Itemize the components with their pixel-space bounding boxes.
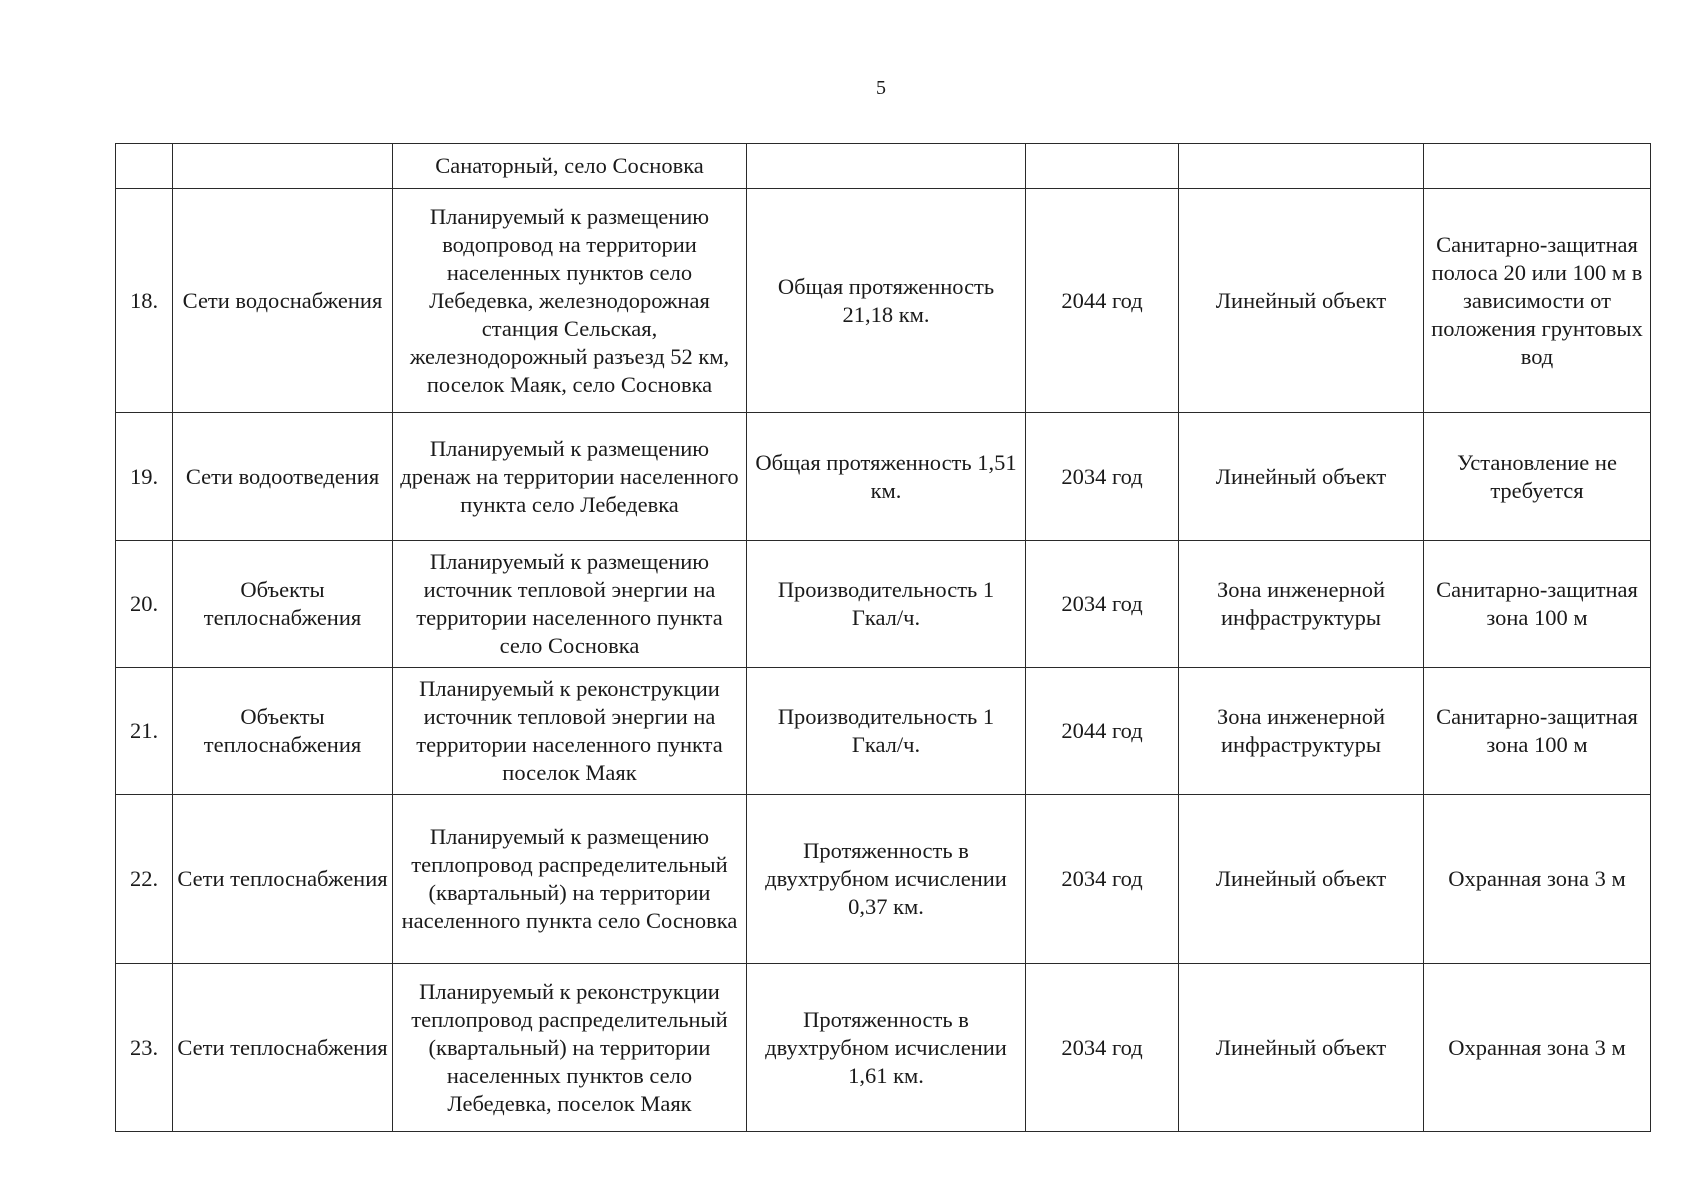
table-row: [116, 964, 1651, 1132]
cell-description: Планируемый к размещению теплопровод распределительный (квартальный) на территории населенного пункта село Сосновка: [393, 795, 747, 964]
cell-characteristics: [747, 144, 1026, 189]
cell-description: Санаторный, село Сосновка: [393, 144, 747, 189]
cell-number: 21.: [116, 668, 173, 795]
cell-period: 2034 год: [1026, 795, 1179, 964]
cell-restrictions: Установление не требуется: [1424, 413, 1651, 541]
cell-period: [1026, 144, 1179, 189]
cell-period: 2034 год: [1026, 964, 1179, 1132]
cell-number: [116, 144, 173, 189]
cell-period: 2044 год: [1026, 668, 1179, 795]
table-row: [116, 189, 1651, 413]
cell-number: 19.: [116, 413, 173, 541]
cell-restrictions: [1424, 144, 1651, 189]
cell-restrictions: Санитарно-защитная зона 100 м: [1424, 668, 1651, 795]
cell-zone: Линейный объект: [1179, 964, 1424, 1132]
cell-characteristics: Общая протяженность 1,51 км.: [747, 413, 1026, 541]
cell-period: 2044 год: [1026, 189, 1179, 413]
cell-object-type: Сети теплоснабжения: [173, 795, 393, 964]
cell-description: Планируемый к размещению дренаж на территории населенного пункта село Лебедевка: [393, 413, 747, 541]
cell-object-type: Сети водоотведения: [173, 413, 393, 541]
cell-description: Планируемый к реконструкции теплопровод распределительный (квартальный) на территории населенных пунктов село Лебедевка, поселок Маяк: [393, 964, 747, 1132]
table-row-continuation: [116, 144, 1651, 189]
cell-number: 20.: [116, 541, 173, 668]
cell-number: 18.: [116, 189, 173, 413]
table-row: [116, 795, 1651, 964]
cell-restrictions: Охранная зона 3 м: [1424, 964, 1651, 1132]
cell-object-type: Объекты теплоснабжения: [173, 668, 393, 795]
cell-restrictions: Санитарно-защитная зона 100 м: [1424, 541, 1651, 668]
cell-zone: Линейный объект: [1179, 413, 1424, 541]
table-row: [116, 668, 1651, 795]
cell-period: 2034 год: [1026, 541, 1179, 668]
planned-objects-table: [115, 143, 1651, 1132]
cell-zone: Линейный объект: [1179, 795, 1424, 964]
cell-object-type: Сети водоснабжения: [173, 189, 393, 413]
cell-zone: Линейный объект: [1179, 189, 1424, 413]
cell-zone: Зона инженерной инфраструктуры: [1179, 668, 1424, 795]
cell-object-type: [173, 144, 393, 189]
cell-characteristics: Протяженность в двухтрубном исчислении 1,61 км.: [747, 964, 1026, 1132]
cell-number: 23.: [116, 964, 173, 1132]
cell-characteristics: Протяженность в двухтрубном исчислении 0,37 км.: [747, 795, 1026, 964]
cell-object-type: Сети теплоснабжения: [173, 964, 393, 1132]
cell-period: 2034 год: [1026, 413, 1179, 541]
table-row: [116, 413, 1651, 541]
cell-zone: [1179, 144, 1424, 189]
cell-description: Планируемый к размещению водопровод на территории населенных пунктов село Лебедевка, железнодорожная станция Сельская, железнодорожный разъезд 52 км, поселок Маяк, село Сосновка: [393, 189, 747, 413]
cell-object-type: Объекты теплоснабжения: [173, 541, 393, 668]
cell-characteristics: Производительность 1 Гкал/ч.: [747, 668, 1026, 795]
cell-number: 22.: [116, 795, 173, 964]
cell-restrictions: Охранная зона 3 м: [1424, 795, 1651, 964]
cell-zone: Зона инженерной инфраструктуры: [1179, 541, 1424, 668]
cell-characteristics: Общая протяженность 21,18 км.: [747, 189, 1026, 413]
cell-restrictions: Санитарно-защитная полоса 20 или 100 м в зависимости от положения грунтовых вод: [1424, 189, 1651, 413]
page-number: 5: [876, 77, 886, 99]
cell-description: Планируемый к размещению источник тепловой энергии на территории населенного пункта село Сосновка: [393, 541, 747, 668]
cell-description: Планируемый к реконструкции источник тепловой энергии на территории населенного пункта поселок Маяк: [393, 668, 747, 795]
table-row: [116, 541, 1651, 668]
cell-characteristics: Производительность 1 Гкал/ч.: [747, 541, 1026, 668]
